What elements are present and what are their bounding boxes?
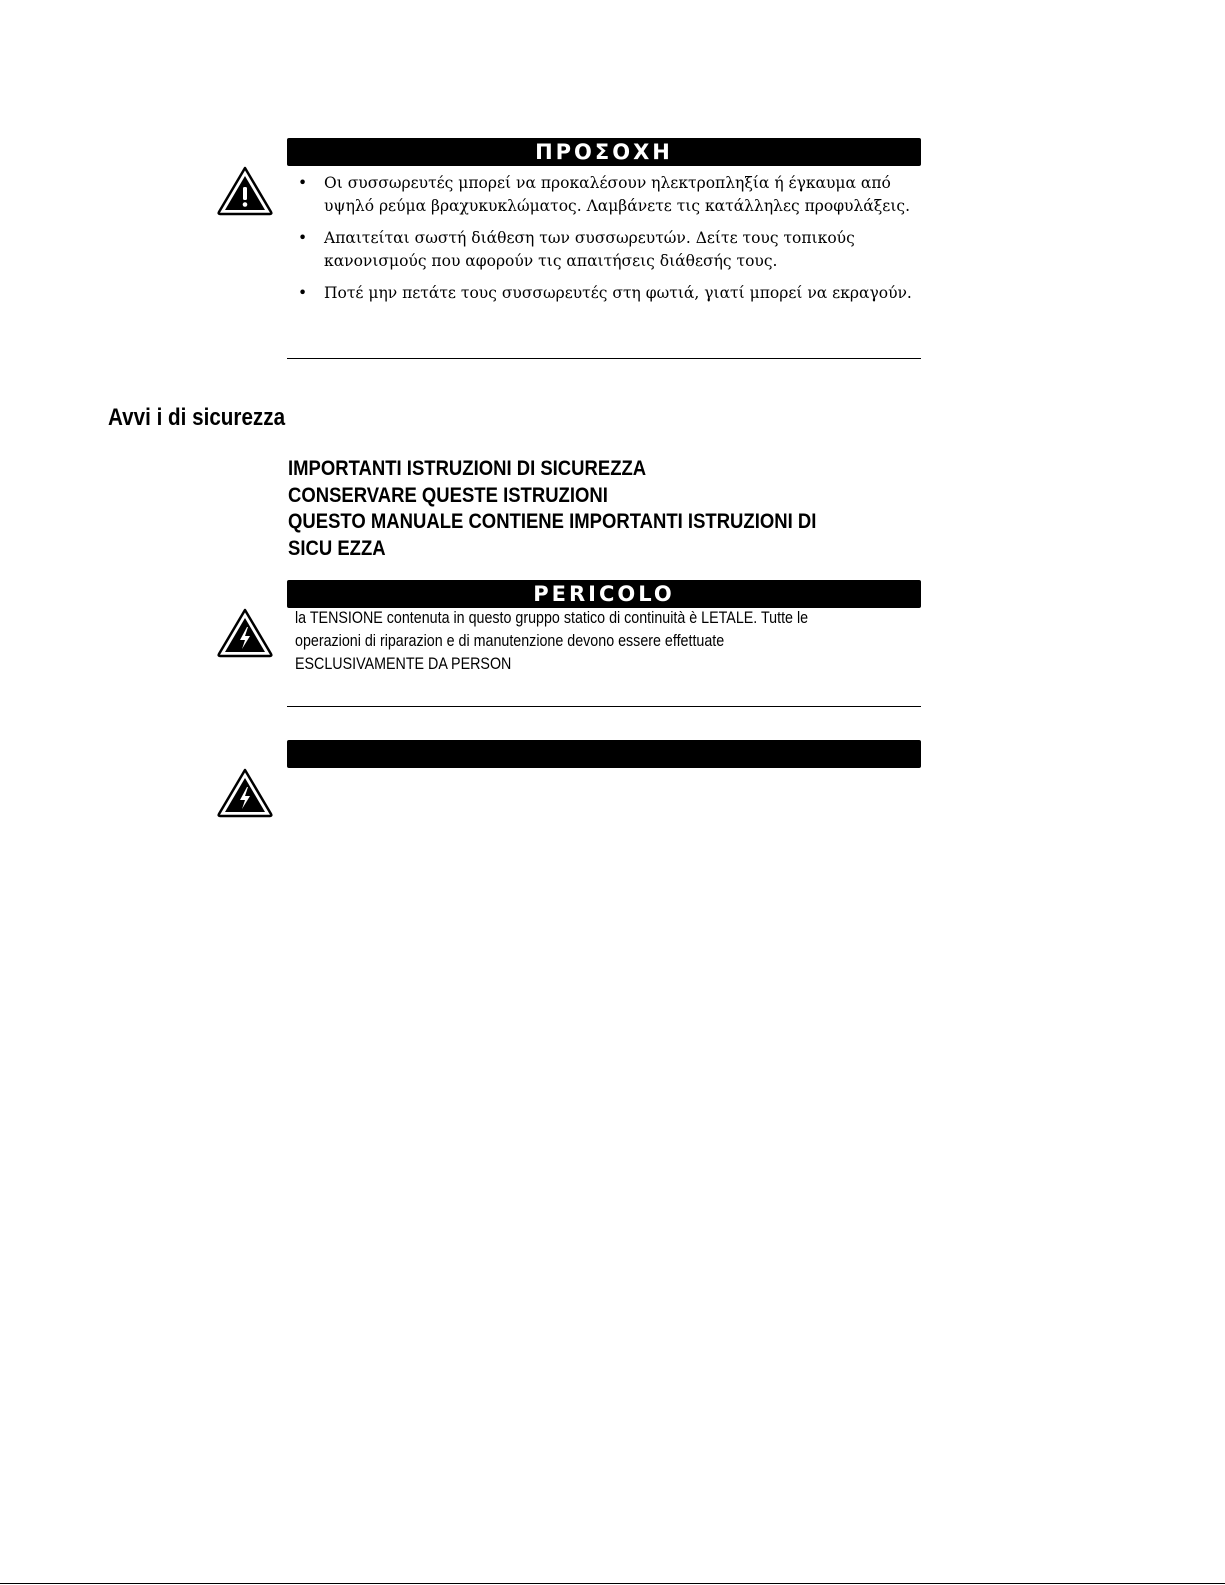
caution-item-text: Απαιτείται σωστή διάθεση των συσσωρευτών. Δείτε τους τοπικούς κανονισμούς που αφορούν τις απαιτήσεις διάθεσής τους.	[324, 229, 855, 270]
caution-item-text: Οι συσσωρευτές μπορεί να προκαλέσουν ηλεκτροπληξία ή έγκαυμα από υψηλό ρεύμα βραχυκυκλώματος. Λαμβάνετε τις κατάλληλες προφυλάξεις.	[324, 174, 911, 215]
safety-instructions	[288, 455, 873, 561]
instruction-line: IMPORTANTI ISTRUZIONI DI SICUREZZA	[288, 456, 647, 480]
instruction-line: CONSERVARE QUESTE ISTRUZIONI	[288, 482, 608, 507]
caution-list	[298, 172, 918, 314]
danger-line: operazioni di riparazion e di manutenzione devono essere effettuate	[295, 631, 725, 650]
list-item	[298, 227, 918, 273]
danger-text	[295, 606, 900, 675]
page-bottom-rule	[0, 1583, 1225, 1584]
third-banner	[287, 740, 921, 768]
bullet-icon: •	[298, 174, 308, 192]
bullet-icon: •	[298, 284, 308, 302]
caution-divider	[287, 358, 921, 359]
bullet-icon: •	[298, 229, 308, 247]
lightning-warning-icon	[216, 607, 274, 659]
list-item	[298, 172, 918, 218]
list-item	[298, 282, 918, 305]
caution-banner: ΠΡΟΣΟΧΗ	[287, 138, 921, 166]
caution-item-text: Ποτέ μην πετάτε τους συσσωρευτές στη φωτιά, γιατί μπορεί να εκραγούν.	[324, 284, 912, 302]
exclamation-warning-icon	[216, 165, 274, 217]
section-heading: Avvi i di sicurezza	[108, 404, 286, 431]
instruction-line: QUESTO MANUALE CONTIENE IMPORTANTI ISTRUZIONI DI	[288, 509, 817, 533]
lightning-warning-icon	[216, 767, 274, 819]
instruction-line: SICU EZZA	[288, 535, 386, 560]
danger-divider	[287, 706, 921, 707]
danger-line: ESCLUSIVAMENTE DA PERSON	[295, 654, 512, 673]
danger-banner: PERICOLO	[287, 580, 921, 608]
danger-line: la TENSIONE contenuta in questo gruppo statico di continuità è LETALE. Tutte le	[295, 608, 809, 627]
